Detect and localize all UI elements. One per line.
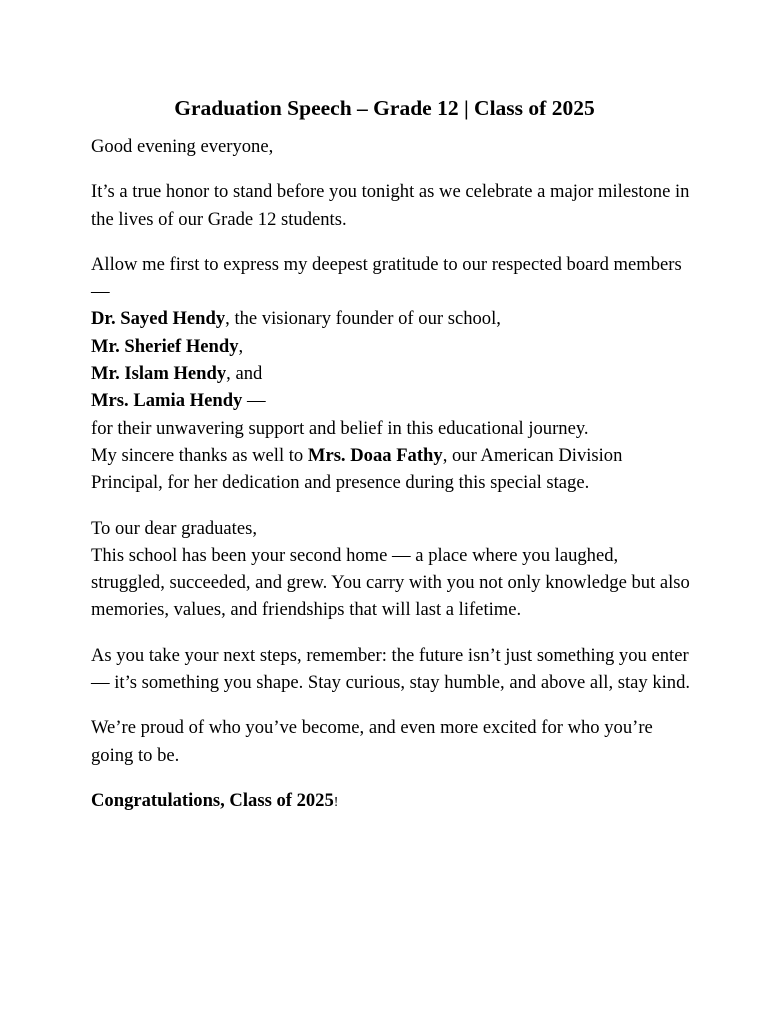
gratitude-lead: Allow me first to express my deepest gratitude to our respected board members — — [91, 253, 682, 303]
board-member-suffix: , — [238, 335, 244, 357]
gratitude-paragraph — [91, 251, 691, 497]
greeting-paragraph: Good evening everyone, — [91, 136, 274, 157]
board-member-suffix: , and — [226, 363, 263, 385]
board-member-4 — [91, 387, 691, 414]
board-member-suffix: , the visionary founder of our school, — [225, 308, 501, 330]
closing-text: Congratulations, Class of 2025 — [91, 789, 334, 811]
board-member-1 — [91, 305, 691, 332]
principal-name: Mrs. Doaa Fathy — [307, 444, 443, 466]
board-member-name: Mrs. Lamia Hendy — [91, 390, 243, 412]
board-member-suffix: — — [242, 390, 266, 412]
principal-thanks — [91, 442, 691, 497]
closing-mark: ! — [333, 794, 339, 810]
proud-paragraph: We’re proud of who you’ve become, and even more excited for who you’re going to be. — [91, 717, 653, 766]
speech-document — [91, 94, 691, 834]
board-member-name: Mr. Sherief Hendy — [91, 335, 239, 357]
intro-paragraph: It’s a true honor to stand before you tonight as we celebrate a major milestone in the lives of our Grade 12 students. — [91, 181, 690, 230]
board-member-name: Mr. Islam Hendy — [91, 363, 227, 385]
board-member-3 — [91, 360, 691, 387]
board-member-name: Dr. Sayed Hendy — [91, 308, 226, 330]
thanks-prefix: My sincere thanks as well to — [91, 444, 308, 466]
document-title: Graduation Speech – Grade 12 | Class of 2025 — [174, 96, 595, 120]
graduates-paragraph — [91, 515, 691, 624]
board-member-2 — [91, 333, 691, 360]
support-line: for their unwavering support and belief in this educational journey. — [91, 417, 589, 439]
thanks-suffix: , our American Division Principal, for her dedication and presence during this special stage. — [91, 444, 623, 494]
closing-paragraph — [91, 787, 691, 816]
next-steps-paragraph: As you take your next steps, remember: the future isn’t just something you enter — it’s something you shape. Stay curious, stay humble, and above all, stay kind. — [91, 644, 691, 694]
graduates-salutation: To our dear graduates, — [91, 517, 257, 539]
graduates-body: This school has been your second home — a place where you laughed, struggled, succeeded, and grew. You carry with you not only knowledge but also memories, values, and friendships that will last a lifetime. — [91, 544, 690, 621]
